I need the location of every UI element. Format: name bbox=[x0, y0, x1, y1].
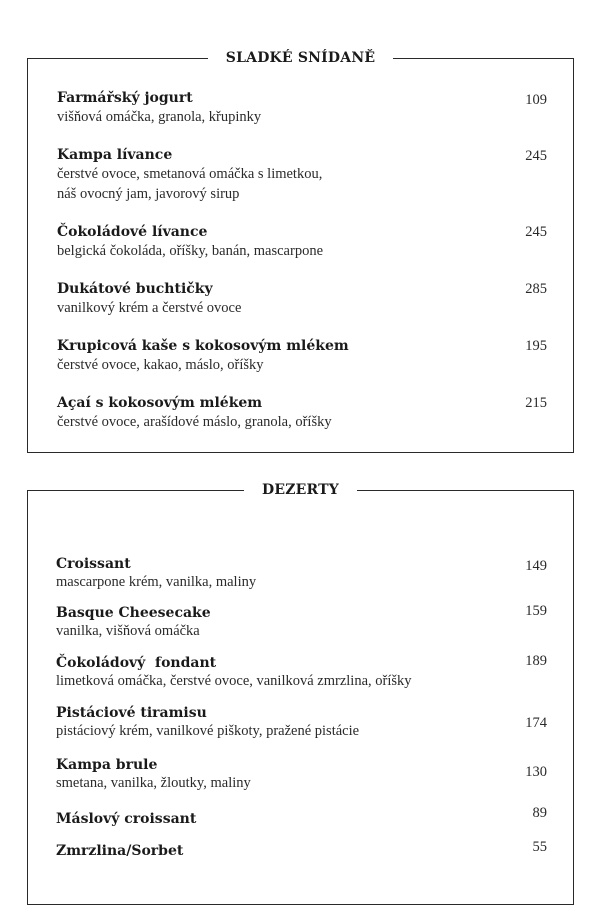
item-name: Čokoládové lívance bbox=[57, 224, 208, 240]
item-description: mascarpone krém, vanilka, maliny bbox=[56, 574, 257, 590]
menu-item bbox=[57, 280, 547, 318]
item-description: smetana, vanilka, žloutky, maliny bbox=[56, 775, 251, 791]
item-price: 55 bbox=[532, 839, 547, 855]
menu-item bbox=[57, 223, 547, 261]
menu-item bbox=[57, 89, 547, 127]
breakfast-title-text: SLADKÉ SNÍDANĚ bbox=[208, 50, 393, 66]
item-name: Dukátové buchtičky bbox=[57, 281, 213, 297]
desserts-section bbox=[27, 482, 574, 905]
item-price: 89 bbox=[532, 805, 547, 821]
item-price: 130 bbox=[525, 764, 547, 780]
item-description: čerstvé ovoce, smetanová omáčka s limetkou, bbox=[57, 166, 323, 182]
item-name: Croissant bbox=[56, 556, 131, 572]
item-price: 245 bbox=[525, 224, 547, 240]
menu-item bbox=[56, 604, 547, 640]
item-description: belgická čokoláda, oříšky, banán, mascarpone bbox=[57, 243, 323, 259]
menu-item bbox=[56, 555, 547, 591]
item-description: náš ovocný jam, javorový sirup bbox=[57, 186, 240, 202]
desserts-title-text: DEZERTY bbox=[244, 482, 357, 498]
menu-item bbox=[56, 654, 547, 690]
item-description: višňová omáčka, granola, křupinky bbox=[57, 109, 262, 125]
item-description: vanilkový krém a čerstvé ovoce bbox=[57, 300, 242, 316]
item-name: Máslový croissant bbox=[56, 811, 197, 827]
menu-item bbox=[56, 756, 547, 792]
item-name: Zmrzlina/Sorbet bbox=[56, 843, 184, 859]
item-price: 159 bbox=[525, 603, 547, 619]
menu-item bbox=[56, 805, 547, 828]
item-name: Kampa brule bbox=[56, 757, 158, 773]
item-price: 189 bbox=[525, 653, 547, 669]
item-name: Açaí s kokosovým mlékem bbox=[57, 395, 263, 411]
menu-item bbox=[56, 839, 547, 860]
item-price: 215 bbox=[525, 395, 547, 411]
menu-item bbox=[57, 337, 547, 375]
breakfast-section-title bbox=[28, 50, 573, 66]
item-description: čerstvé ovoce, arašídové máslo, granola, oříšky bbox=[57, 414, 332, 430]
item-name: Pistáciové tiramisu bbox=[56, 705, 207, 721]
item-name: Kampa lívance bbox=[57, 147, 173, 163]
menu-item bbox=[56, 704, 547, 740]
item-price: 174 bbox=[525, 715, 547, 731]
item-description: vanilka, višňová omáčka bbox=[56, 623, 200, 639]
item-name: Krupicová kaše s kokosovým mlékem bbox=[57, 338, 349, 354]
item-name: Čokoládový fondant bbox=[56, 655, 217, 671]
item-price: 285 bbox=[525, 281, 547, 297]
item-name: Farmářský jogurt bbox=[57, 90, 193, 106]
item-description: limetková omáčka, čerstvé ovoce, vanilková zmrzlina, oříšky bbox=[56, 673, 412, 689]
item-price: 245 bbox=[525, 148, 547, 164]
menu-item bbox=[57, 146, 547, 204]
item-name: Basque Cheesecake bbox=[56, 605, 211, 621]
item-price: 149 bbox=[525, 558, 547, 574]
item-description: čerstvé ovoce, kakao, máslo, oříšky bbox=[57, 357, 264, 373]
breakfast-section bbox=[27, 50, 574, 453]
desserts-section-title bbox=[28, 482, 573, 498]
item-description: pistáciový krém, vanilkové piškoty, pražené pistácie bbox=[56, 723, 360, 739]
menu-item bbox=[57, 394, 547, 432]
item-price: 195 bbox=[525, 338, 547, 354]
item-price: 109 bbox=[525, 92, 547, 108]
